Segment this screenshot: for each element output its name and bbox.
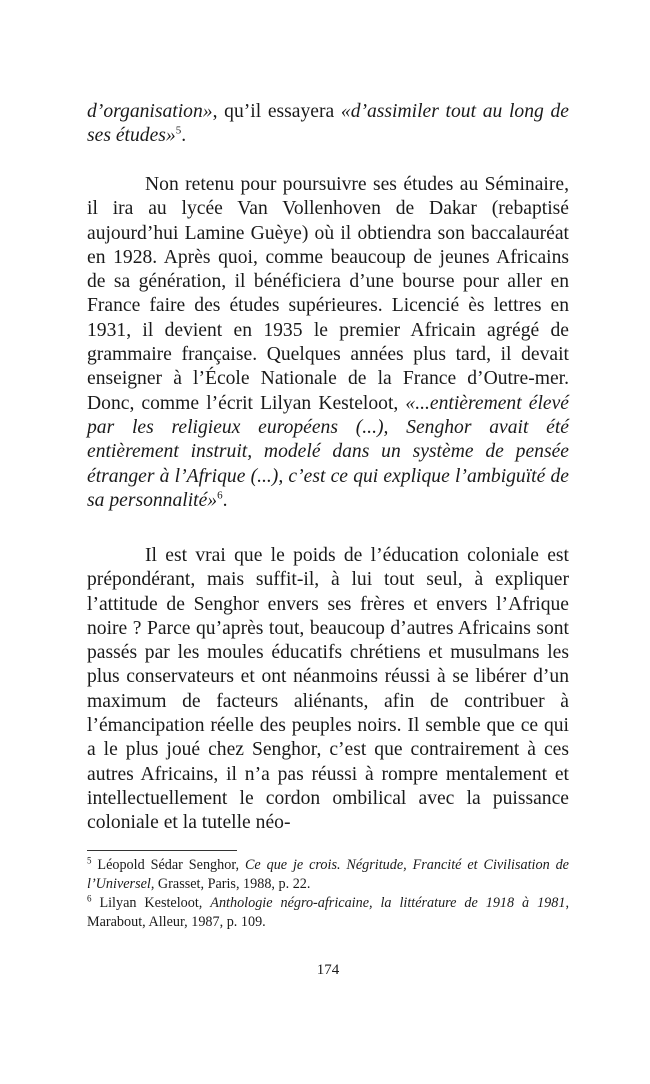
footnote-number: 5 bbox=[87, 855, 92, 866]
italic-quote: «d’assimiler tout au long de ses études» bbox=[87, 101, 569, 147]
body-text: , qu’il essayera bbox=[212, 101, 341, 122]
footnote-divider bbox=[87, 850, 237, 851]
page-number: 174 bbox=[316, 962, 340, 978]
paragraph-education bbox=[87, 173, 569, 513]
book-page bbox=[87, 0, 569, 1084]
paragraph-colonial-influence bbox=[87, 544, 569, 836]
footnote-6 bbox=[87, 894, 569, 932]
paragraph-continuation bbox=[87, 100, 569, 149]
footnote-details: , Grasset, Paris, 1988, p. 22. bbox=[150, 876, 311, 892]
body-text: . bbox=[181, 125, 187, 147]
italic-text: d’organisation» bbox=[87, 101, 213, 122]
body-text: Non retenu pour poursuivre ses études au Séminaire, il ira au lycée Van Vollenhoven de Dakar (rebaptisé aujourd’hui Lamine Guèye) où il obtiendra son baccalauréat en 1928. Après quoi, comme beaucoup de jeunes Africains de sa génération, il bénéficiera d’une bourse pour aller en France faire des études supérieures. Licencié ès lettres en 1931, il devient en 1935 le premier Africain agrégé de grammaire française. Quelques années plus tard, il devait enseigner à l’École Nationale de la France d’Outre-mer. Donc, comme l’écrit Lilyan Kesteloot, bbox=[87, 174, 569, 414]
body-text: Il est vrai que le poids de l’éducation coloniale est prépondérant, mais suffit-il, à lui tout seul, à expliquer l’attitude de Senghor envers ses frères et envers l’Afrique noire ? Parce qu’après tout, beaucoup d’autres Africains sont passés par les moules éducatifs chrétiens et musulmans les plus conservateurs et ont néanmoins réussi à se libérer d’un maximum de facteurs aliénants, afin de contribuer à l’émancipation réelle des peuples noirs. Il semble que ce qui a le plus joué chez Senghor, c’est que contrairement à ces autres Africains, il n’a pas réussi à rompre mentalement et intellectuellement le cordon ombilical avec la puissance coloniale et la tutelle néo- bbox=[87, 545, 569, 834]
footnote-author: Lilyan Kesteloot, bbox=[91, 895, 211, 911]
footnote-number: 6 bbox=[87, 893, 92, 904]
footnote-ref-6: 6 bbox=[217, 489, 223, 502]
footnote-title: Anthologie négro-africaine, la littérature de 1918 à 1981 bbox=[210, 895, 566, 911]
body-text: . bbox=[222, 489, 228, 511]
footnote-ref-5: 5 bbox=[175, 124, 182, 137]
footnote-details: , Marabout, Alleur, 1987, p. 109. bbox=[87, 895, 569, 930]
footnote-author: Léopold Sédar Senghor, bbox=[91, 857, 245, 873]
footnote-title: Ce que je crois. Négritude, Francité et Civilisation de l’Universel bbox=[87, 857, 569, 892]
footnote-5 bbox=[87, 856, 569, 894]
footnotes bbox=[87, 856, 569, 932]
italic-quote: «...entièrement élevé par les religieux européens (...), Senghor avait été entièrement instruit, modelé dans un système de pensée étranger à l’Afrique (...), c’est ce qui explique l’ambiguïté de sa personnalité» bbox=[87, 392, 569, 511]
